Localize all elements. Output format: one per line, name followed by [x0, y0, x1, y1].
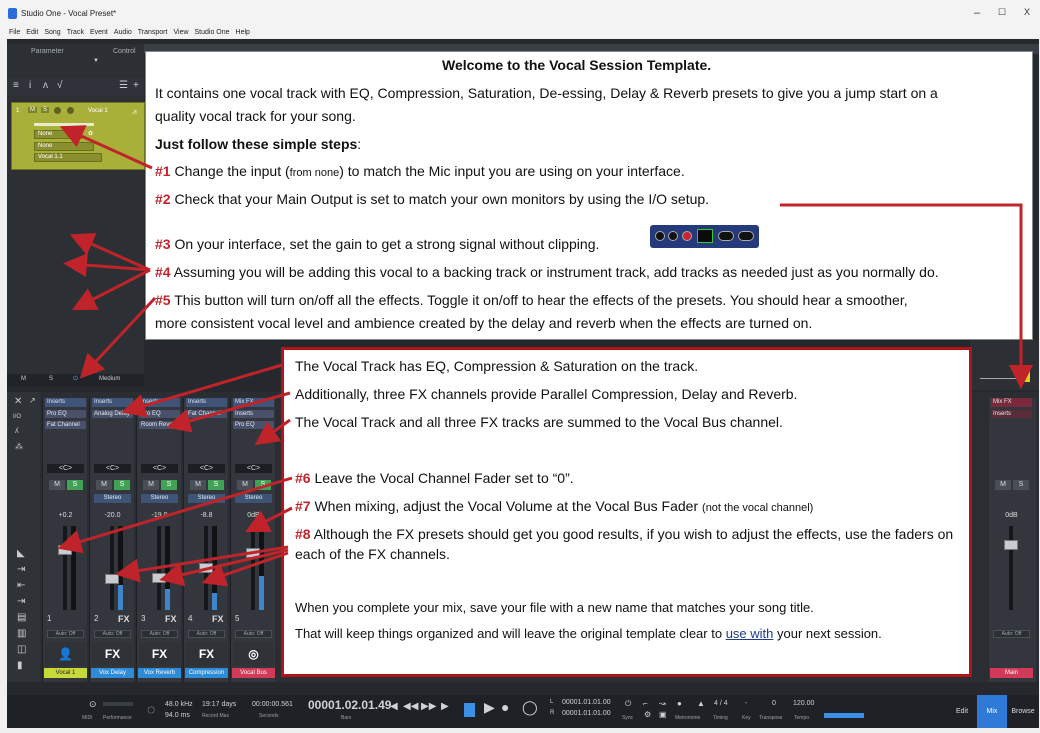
channel-name[interactable]: Vox Delay — [91, 668, 134, 678]
insert-slot[interactable]: Fat Channel — [45, 421, 86, 429]
fx-channel-icon: FX — [92, 642, 133, 666]
loop-start[interactable]: 00001.01.01.00 — [562, 699, 611, 706]
record-days: 19:17 days — [202, 701, 237, 708]
time-bars[interactable]: 00001.02.01.49 — [308, 698, 392, 712]
studio-one-logo-icon — [8, 8, 17, 19]
timing-label: Timing — [713, 715, 728, 721]
menu-help[interactable]: Help — [235, 28, 250, 36]
forward-icon[interactable]: ▶▶ — [421, 701, 437, 712]
step-7: #7 When mixing, adjust the Vocal Volume at the Vocal Bus Fader (not the vocal channel) — [295, 498, 814, 514]
routing-icon[interactable]: ʎ — [15, 428, 19, 435]
channel-number: 2 — [94, 614, 99, 623]
main-fader-track[interactable] — [1009, 526, 1013, 610]
insert-slot[interactable]: Pro EQ — [233, 421, 274, 429]
stereo-mode[interactable]: Stereo — [141, 494, 178, 503]
info-icon[interactable]: i — [29, 80, 32, 91]
menu-file[interactable]: File — [9, 28, 21, 36]
transport-bar — [7, 695, 1039, 728]
fader-cap[interactable] — [199, 563, 213, 573]
step-4: #4 Assuming you will be adding this vocal to a backing track or instrument track, add tracks as needed just as you normally do. — [155, 264, 939, 280]
rewind-icon[interactable]: ◀◀ — [403, 701, 419, 712]
loop-end[interactable]: 00001.01.01.00 — [562, 710, 611, 717]
channel-number: 4 — [188, 614, 193, 623]
meter-view-icon[interactable]: ▮ — [17, 660, 23, 671]
main-mixfx-header[interactable]: Mix FX — [991, 398, 1032, 407]
track-vocal-1[interactable] — [11, 102, 145, 170]
tempo-value[interactable]: 120.00 — [793, 700, 815, 707]
keyboard-icon[interactable]: ▥ — [17, 628, 27, 639]
level-meter — [259, 526, 264, 610]
close-button[interactable]: X — [1023, 7, 1030, 17]
automation-mode[interactable]: Auto: Off — [47, 630, 84, 638]
forward-end-icon[interactable]: ▶ — [441, 701, 449, 712]
fx-icon: FX — [212, 614, 224, 624]
autopunch-icon[interactable]: ↝ — [659, 699, 666, 708]
channel-number: 5 — [235, 614, 240, 623]
volume-readout[interactable]: 0dB — [247, 512, 260, 519]
menu-studio-one[interactable]: Studio One — [194, 28, 230, 36]
rewind-start-icon[interactable]: ◀ — [390, 701, 398, 712]
show-outputs-icon[interactable]: ⇤ — [17, 580, 26, 591]
info-line-3: The Vocal Track and all three FX tracks are summed to the Vocal Bus channel. — [295, 414, 783, 430]
menu-song[interactable]: Song — [44, 28, 61, 36]
step-8-cont: each of the FX channels. — [295, 546, 450, 562]
solo-button[interactable]: S — [114, 480, 130, 490]
footer-mute[interactable]: M — [21, 376, 26, 382]
insert-slot[interactable]: Room Reverb — [141, 422, 179, 428]
channel-strip-2 — [89, 398, 134, 682]
close-mixer-icon[interactable]: ✕ — [14, 396, 23, 407]
step-5-cont: more consistent vocal level and ambience created by the delay and reverb when the effects are turned on. — [155, 315, 813, 331]
channel-strip-1 — [42, 398, 87, 682]
title-bar — [0, 0, 1040, 26]
record-arm-button[interactable] — [54, 107, 61, 114]
channel-name[interactable]: Vocal Bus — [232, 668, 275, 678]
info-line-1: The Vocal Track has EQ, Compression & Saturation on the track. — [295, 358, 699, 374]
stereo-mode[interactable]: Stereo — [235, 494, 272, 503]
chevron-down-icon[interactable]: ▼ — [93, 58, 99, 64]
time-signature[interactable]: 4 / 4 — [714, 700, 728, 707]
preroll-icon[interactable]: ▣ — [659, 710, 667, 719]
audio-interface-image — [650, 225, 759, 248]
fader-track[interactable] — [251, 526, 255, 610]
main-volume[interactable]: 0dB — [1005, 512, 1018, 519]
main-solo-button[interactable]: S — [1013, 480, 1029, 490]
intro-line-1: It contains one vocal track with EQ, Compression, Saturation, De-essing, Delay & Reverb presets to give you a jump start on a — [155, 85, 938, 101]
insert-slot[interactable]: Pro EQ — [45, 410, 86, 418]
input-settings-icon[interactable]: ✿ — [88, 131, 94, 137]
main-volume-meter[interactable] — [824, 713, 864, 718]
level-meter — [71, 526, 76, 610]
footer-solo[interactable]: S — [49, 376, 54, 382]
output-label[interactable]: None — [34, 142, 94, 151]
layers-icon[interactable]: ◫ — [17, 644, 27, 655]
menu-edit[interactable]: Edit — [26, 28, 39, 36]
mix-view-button[interactable]: Mix — [977, 695, 1007, 728]
midi-label: MIDI — [82, 715, 93, 721]
show-inputs-icon[interactable]: ⇥ — [17, 564, 26, 575]
tempo-label: Tempo — [794, 715, 810, 721]
person-icon: 👤 — [45, 642, 86, 666]
channel-number: 3 — [141, 614, 146, 623]
automation-icon[interactable]: ʌ — [43, 80, 48, 91]
stereo-mode[interactable]: Stereo — [94, 494, 131, 503]
tab-control[interactable]: Control — [113, 48, 136, 55]
punch-icon[interactable]: ⌐ — [643, 699, 648, 708]
step-5: #5 This button will turn on/off all the effects. Toggle it on/off to hear the effects of the presets. You should hear a smoother, — [155, 292, 908, 308]
track-height-select[interactable]: Medium — [99, 376, 121, 382]
level-meter — [118, 526, 123, 610]
closing-line-1: When you complete your mix, save your file with a new name that matches your song title. — [295, 600, 814, 615]
metronome-click-icon[interactable]: ● — [677, 699, 682, 708]
menu-event[interactable]: Event — [89, 28, 108, 36]
channel-name[interactable]: Vocal 1 — [44, 668, 87, 678]
automation-mode[interactable]: Auto: Off — [188, 630, 225, 638]
list-icon[interactable]: ≡ — [13, 80, 19, 91]
arrange-right-area — [970, 340, 1039, 390]
tab-parameter[interactable]: Parameter — [31, 48, 64, 55]
precount-icon[interactable]: ⚙ — [644, 710, 652, 719]
fx-channel-icon: FX — [186, 642, 227, 666]
window-title: Studio One - Vocal Preset* — [21, 8, 117, 18]
mute-button[interactable]: M — [143, 480, 159, 490]
main-channel-name[interactable]: Main — [990, 668, 1033, 678]
fx-icon: FX — [118, 614, 130, 624]
zoom-slider[interactable] — [980, 378, 1020, 379]
metronome-label: Metronome — [675, 715, 701, 721]
channel-strip-3 — [136, 398, 181, 682]
loop-icon[interactable]: ◯ — [522, 699, 538, 715]
solo-button[interactable]: S — [67, 480, 83, 490]
fader-track[interactable] — [63, 526, 67, 610]
mute-button[interactable]: M — [49, 480, 65, 490]
main-mute-button[interactable]: M — [995, 480, 1011, 490]
performance-meter — [103, 702, 133, 706]
menu-view[interactable]: View — [173, 28, 189, 36]
inserts-header[interactable]: Inserts — [92, 398, 133, 407]
intro-line-2: quality vocal track for your song. — [155, 108, 356, 124]
mute-button[interactable]: M — [237, 480, 253, 490]
loop-left-label: L — [550, 699, 554, 705]
bars-label[interactable]: Bars — [341, 715, 352, 721]
fader-track[interactable] — [110, 526, 114, 610]
mute-button[interactable]: M — [96, 480, 112, 490]
key-value[interactable]: - — [745, 700, 748, 707]
transpose-value[interactable]: 0 — [772, 700, 776, 707]
sample-rate: 48.0 kHz — [165, 701, 193, 708]
channel-icon[interactable]: ◣ — [17, 548, 25, 559]
solo-button[interactable]: S — [43, 107, 48, 113]
main-fader-cap[interactable] — [1004, 540, 1018, 550]
mute-button[interactable]: M — [30, 107, 35, 113]
midi-icon: ⊙ — [89, 699, 97, 709]
fader-cap[interactable] — [105, 574, 119, 584]
channel-strip-5 — [230, 398, 275, 682]
main-inserts[interactable]: Inserts — [991, 410, 1032, 418]
automation-mode[interactable]: Auto: Off — [141, 630, 178, 638]
time-seconds[interactable]: 00:00:00.561 — [252, 701, 293, 708]
metronome-icon[interactable]: ▲ — [697, 699, 705, 708]
inserts-header[interactable]: Mix FX — [233, 398, 274, 407]
info-line-2: Additionally, three FX channels provide Parallel Compression, Delay and Reverb. — [295, 386, 798, 402]
main-automation[interactable]: Auto: Off — [993, 630, 1030, 638]
step-2: #2 Check that your Main Output is set to match your own monitors by using the I/O setup. — [155, 191, 710, 207]
channel-name[interactable]: Compression — [185, 668, 228, 678]
track-volume-slider[interactable] — [34, 123, 94, 126]
seconds-label[interactable]: Seconds — [259, 713, 279, 719]
channel-strip-4 — [183, 398, 228, 682]
pan-control[interactable]: <C> — [94, 464, 131, 473]
insert-slot[interactable]: Analog Delay — [92, 410, 133, 418]
solo-button[interactable]: S — [208, 480, 224, 490]
stop-icon[interactable] — [464, 703, 475, 717]
io-button[interactable]: I/O — [13, 414, 22, 420]
solo-button[interactable]: S — [255, 480, 271, 490]
bus-icon: ◎ — [233, 642, 274, 666]
menu-audio[interactable]: Audio — [113, 28, 132, 36]
input-selector[interactable]: None — [34, 130, 82, 139]
volume-readout[interactable]: -19.0 — [151, 512, 168, 519]
fx-icon: FX — [165, 614, 177, 624]
menu-transport[interactable]: Transport — [137, 28, 168, 36]
track-number: 1 — [16, 108, 20, 114]
automation-mode[interactable]: Auto: Off — [94, 630, 131, 638]
add-icon[interactable]: + — [133, 80, 139, 91]
stereo-mode[interactable]: Stereo — [188, 494, 225, 503]
welcome-title: Welcome to the Vocal Session Template. — [442, 57, 712, 73]
add-track-icon[interactable]: ☰ — [119, 80, 128, 91]
mixer-sidebar — [7, 392, 40, 682]
track-list-toolbar — [7, 78, 144, 96]
volume-readout[interactable]: +0.2 — [58, 512, 73, 519]
mute-button[interactable]: M — [190, 480, 206, 490]
main-channel-strip — [989, 398, 1036, 682]
step-8: #8 Although the FX presets should get you good results, if you wish to adjust the effects, use the faders on — [295, 526, 954, 542]
fader-cap[interactable] — [152, 573, 166, 583]
inserts-header[interactable]: Inserts — [45, 398, 86, 407]
insert-slot[interactable]: Fat Channel — [186, 410, 227, 418]
minimize-button[interactable]: – — [973, 7, 981, 19]
record-icon[interactable]: ● — [501, 699, 510, 715]
maximize-button[interactable]: ☐ — [997, 7, 1007, 17]
fader-cap[interactable] — [58, 545, 72, 555]
loop-right-label: R — [550, 710, 555, 716]
wave-icon[interactable]: √ — [57, 80, 63, 91]
inspector-panel — [7, 44, 144, 386]
menu-track[interactable]: Track — [66, 28, 84, 36]
sync-icon[interactable]: ⏻ — [625, 699, 632, 708]
latency: 94.0 ms — [165, 712, 190, 719]
inserts-header[interactable]: Inserts — [139, 398, 180, 407]
fader-track[interactable] — [157, 526, 161, 610]
record-max-label: Record Max — [202, 713, 229, 719]
transpose-label: Transpose — [759, 715, 783, 721]
volume-readout[interactable]: -8.8 — [200, 512, 213, 519]
pan-control[interactable]: <C> — [235, 464, 272, 473]
inserts-header[interactable]: Inserts — [186, 398, 227, 407]
track-list-footer — [7, 374, 144, 386]
key-label: Key — [742, 715, 751, 721]
pan-control[interactable]: <C> — [188, 464, 225, 473]
fx-channel-icon: FX — [139, 642, 180, 666]
waveform-icon: ⩘ — [132, 107, 137, 116]
mixer-instructions-panel — [281, 347, 972, 677]
channel-name[interactable]: Vox Reverb — [138, 668, 181, 678]
step-3: #3 On your interface, set the gain to get a strong signal without clipping. — [155, 236, 600, 252]
insert-slot[interactable]: Inserts — [233, 410, 274, 418]
output-selector[interactable]: Vocal 1.1 — [34, 153, 102, 162]
list-view-icon[interactable]: ▤ — [17, 612, 27, 623]
level-meter — [165, 526, 170, 610]
fx-indicator — [1022, 370, 1030, 382]
pan-control[interactable]: <C> — [47, 464, 84, 473]
edit-view-button[interactable]: Edit — [955, 708, 969, 715]
welcome-instructions-panel — [145, 51, 1033, 340]
performance-label: Performance — [103, 715, 132, 721]
solo-button[interactable]: S — [161, 480, 177, 490]
fader-cap[interactable] — [246, 548, 260, 558]
browse-button[interactable]: Browse — [1011, 708, 1035, 715]
step-1: #1 Change the input (from none) to match the Mic input you are using on your interface. — [155, 163, 685, 179]
show-fx-icon[interactable]: ⇥ — [17, 596, 26, 607]
network-icon[interactable]: ⁂ — [15, 442, 23, 451]
insert-slot[interactable]: Pro EQ — [139, 410, 180, 418]
closing-line-2: That will keep things organized and will leave the original template clear to use with your next session. — [295, 626, 882, 641]
steps-heading: Just follow these simple steps: — [155, 136, 362, 152]
channel-number: 1 — [47, 614, 52, 623]
volume-readout[interactable]: -20.0 — [104, 512, 121, 519]
automation-mode[interactable]: Auto: Off — [235, 630, 272, 638]
menu-bar — [0, 26, 1040, 38]
sync-label: Sync — [622, 715, 634, 721]
fx-bypass-power-icon[interactable]: ⏻ — [73, 376, 78, 382]
expand-icon[interactable]: ↗ — [29, 396, 36, 405]
play-icon[interactable]: ▶ — [484, 699, 495, 715]
monitor-button[interactable] — [67, 107, 74, 114]
step-6: #6 Leave the Vocal Channel Fader set to “0”. — [295, 470, 574, 486]
track-name[interactable]: Vocal 1 — [88, 108, 108, 114]
sync-clock-icon: ◌ — [147, 701, 156, 717]
pan-control[interactable]: <C> — [141, 464, 178, 473]
